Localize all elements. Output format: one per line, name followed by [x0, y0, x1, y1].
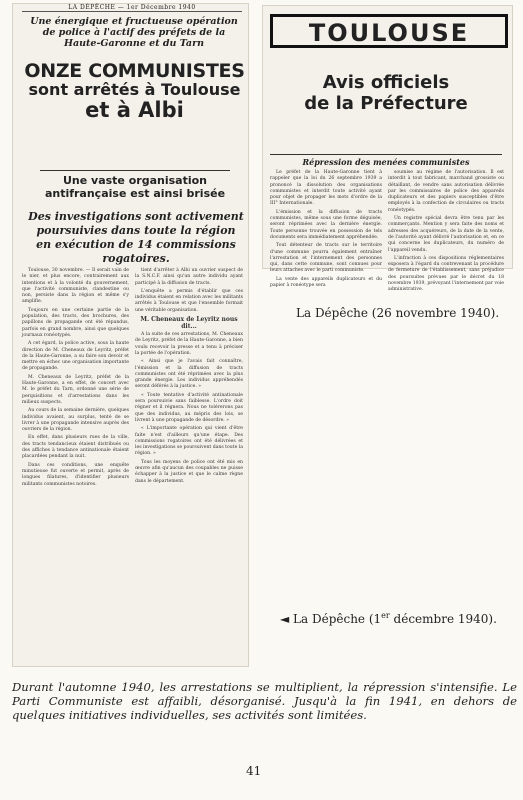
- clipping-kicker: Une énergique et fructueuse opération de police à l'actif des préfets de la Haute-Garonne et du Tarn: [30, 16, 238, 49]
- column-paragraph: Au cours de la semaine dernière, quelques individus avaient, au surplus, tenté de se livrer à une propagande intensive auprès des ouvriers de la région.: [22, 408, 129, 433]
- column-paragraph: « L'importante opération qui vient d'être faite n'est d'ailleurs qu'une étape. Des commissions rogatoires ont été délivrées et les investigations se poursuivent dans toute la région. »: [135, 426, 243, 457]
- column-paragraph: tient d'arrêter à Albi un ouvrier suspect de la S.N.C.F. ainsi qu'un autre individu ayant participé à la diffusion de tracts.: [135, 268, 243, 286]
- notice-section-heading: Répression des menées communistes: [270, 154, 502, 167]
- column-paragraph: L'infraction à ces dispositions réglementaires exposera à l'égard du contrevenant la procédure de fermeture de l'établissement, sans préjudice des poursuites prévues par le décret du 18 novembre 1939, prévoyant l'internement par voie administrative.: [388, 255, 504, 293]
- column-paragraph: Tout détenteur de tracts sur le territoire d'une commune pourra également entraîner l'arrestation et l'internement des personnes qui, dans cette commune, sont connues pour leurs attaches avec le parti communiste.: [270, 243, 382, 274]
- clipping-column-2: [135, 268, 243, 660]
- masthead-box: [270, 14, 508, 48]
- caption-left-superscript: er: [381, 611, 390, 620]
- column-paragraph: Toulouse, 30 novembre. — Il serait vain de le nier, et plus encore, contrairement aux intentions et à la volonté du gouvernement, que l'activité communiste, clandestine ou non, persiste dans la région et même s'y amplifie.: [22, 268, 129, 305]
- clipping-deck: Des investigations sont activement poursuivies dans toute la région en exécution de 14 commissions rogatoires.: [28, 210, 244, 265]
- clipping-subheadline: Une vaste organisation antifrançaise est ainsi brisée: [40, 170, 230, 200]
- column-paragraph: A cet égard, la police active, sous la haute direction de M. Cheneaux de Leyritz, préfet de la Haute-Garonne, a su faire son devoir et mettre en échec une organisation importante de propagande.: [22, 341, 129, 372]
- notice-column-2: [388, 170, 504, 293]
- caption-left-prefix: ◄ La Dépêche (1: [280, 612, 382, 626]
- column-paragraph: Tous les moyens de police ont été mis en œuvre afin qu'aucun des coupables ne puisse échapper à la justice et que le calme règne dans le département.: [135, 459, 243, 484]
- notice-title-line-2: de la Préfecture: [304, 93, 468, 114]
- page-number: 41: [246, 764, 262, 778]
- column-paragraph: L'émission et la diffusion de tracts communistes, même sous une forme déguisée, seront réprimées avec la dernière énergie. Toute personne trouvée en possession de tels documents sera immédiatement appréhendée.: [270, 209, 382, 240]
- clipping-headline: [22, 62, 247, 121]
- column-paragraph: A la suite de ces arrestations, M. Cheneaux de Leyritz, préfet de la Haute-Garonne, a bien voulu recevoir la presse et a tenu à préciser la portée de l'opération.: [135, 332, 243, 356]
- headline-line-1: ONZE COMMUNISTES: [24, 60, 245, 82]
- column-paragraph: « Toute tentative d'activité antinationale sera poursuivie sans faiblesse. L'ordre doit régner et il régnera. Nous ne tolérerons pas que des individus, au mépris des lois, se livrent à une propagande de désordre. »: [135, 392, 243, 423]
- headline-line-2: sont arrêtés à Toulouse: [28, 79, 241, 99]
- column-paragraph: En effet, dans plusieurs rues de la ville, des tracts tendancieux étaient distribués ou des affiches à tendance antinationale étaient placardées pendant la nuit.: [22, 435, 129, 460]
- headline-line-3: et à Albi: [85, 97, 184, 122]
- column-paragraph: Le préfet de la Haute-Garonne tient à rappeler que la loi du 26 septembre 1939 a prononcé la dissolution des organisations communistes et interdit toute activité ayant pour objet de propager les mots d'ordre de la III° Internationale.: [270, 170, 382, 207]
- column-paragraph: L'enquête a permis d'établir que ces individus étaient en relation avec les militants arrêtés à Toulouse et que l'ensemble formait une véritable organisation.: [135, 288, 243, 313]
- masthead-title: TOULOUSE: [308, 19, 470, 47]
- column-paragraph: soumise au régime de l'autorisation. Il est interdit à tout fabricant, marchand grossiste ou détaillant, de vendre sans autorisation délivrée par les commissaires de police des appareils duplicateurs et des papiers susceptibles d'être employés à la confection de circulaires ou tracts ronéotypés.: [388, 170, 504, 213]
- caption-left-suffix: décembre 1940).: [389, 612, 497, 626]
- column-paragraph: M. Cheneaux de Leyritz, préfet de la Haute-Garonne, a en effet, de concert avec M. le préfet du Tarn, ordonné une série de perquisitions et d'arrestations dans les milieux suspects.: [22, 374, 129, 405]
- caption-right-clipping: La Dépêche (26 novembre 1940).: [296, 306, 500, 320]
- column-paragraph: Toujours en une certaine partie de la population, des tracts, des brochures, des papillons de propagande ont été répandus, parfois en grand nombre, ainsi que quelques journaux ronéotypés.: [22, 307, 129, 338]
- page-summary-text: Durant l'automne 1940, les arrestations se multiplient, la répression s'intensifie. Le Parti Communiste est affaibli, désorganisé. Jusqu'à la fin 1941, en dehors de quelques initiatives individuelles, ses activités sont limitées.: [12, 680, 517, 722]
- column-paragraph: La vente des appareils duplicateurs et du papier à ronéotype sera: [270, 276, 382, 289]
- caption-left-clipping: [280, 611, 497, 626]
- column-paragraph: Dans ces conditions, une enquête minutieuse fut ouverte et permit, après de longues filatures, d'identifier plusieurs militants communistes notoires.: [22, 462, 129, 487]
- column-paragraph: Un registre spécial devra être tenu par les commerçants. Mention y sera faite des noms et adresses des acquéreurs, de la date de la vente, de l'autorité ayant délivré l'autorisation et, en ce qui concerne les duplicateurs, du numéro de l'appareil vendu.: [388, 216, 504, 253]
- clipping-header-line: LA DÉPÊCHE — 1er Décembre 1940: [22, 4, 242, 12]
- column-subheading: M. Cheneaux de Leyritz nous dit...: [140, 316, 238, 331]
- column-paragraph: « Ainsi que je l'avais fait connaître, l'émission et la diffusion de tracts communistes ont été réprimées avec la plus grande énergie. Les individus appréhendés seront déférés à la justice. »: [135, 359, 243, 390]
- clipping-column-1: [22, 268, 129, 660]
- notice-title-line-1: Avis officiels: [322, 72, 450, 93]
- notice-column-1: [270, 170, 382, 289]
- official-notice-title: [270, 72, 502, 114]
